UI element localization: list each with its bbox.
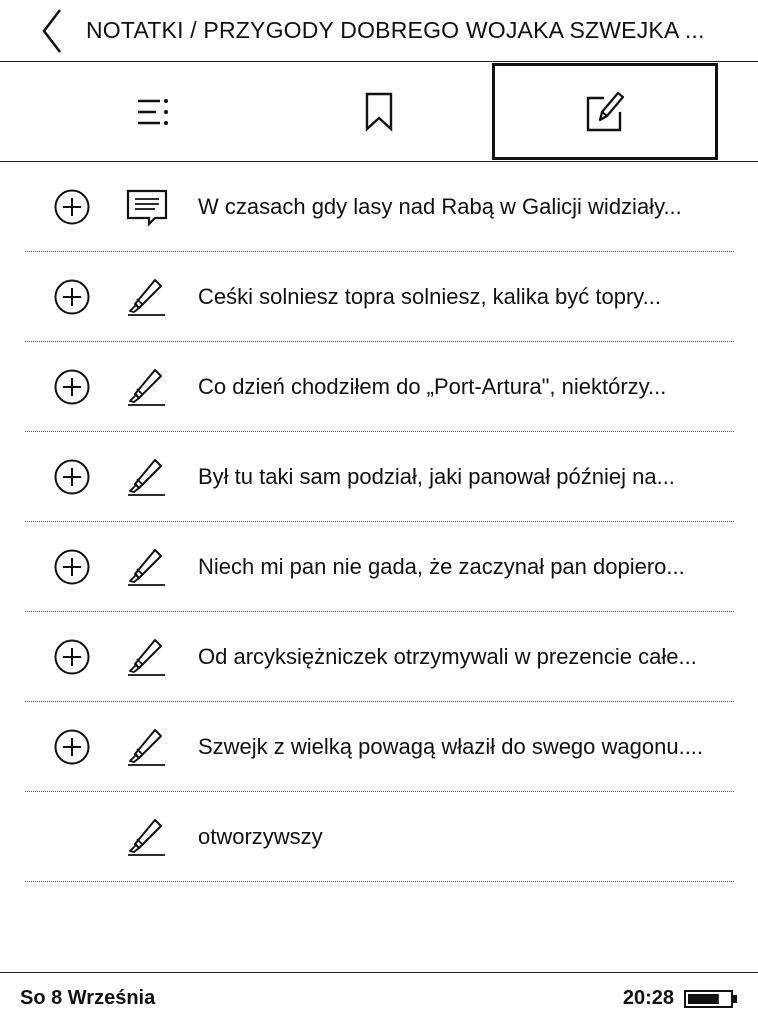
note-row[interactable] bbox=[25, 522, 734, 612]
highlighter-icon bbox=[125, 817, 169, 857]
battery-icon bbox=[684, 990, 738, 1008]
note-row[interactable] bbox=[25, 342, 734, 432]
expand-plus-icon[interactable] bbox=[54, 189, 90, 225]
note-row[interactable] bbox=[25, 792, 734, 882]
expand-plus-icon[interactable] bbox=[54, 549, 90, 585]
status-date: So 8 Września bbox=[20, 987, 156, 1009]
bookmark-icon bbox=[364, 92, 394, 132]
expand-plus-icon[interactable] bbox=[54, 639, 90, 675]
tab-bookmarks[interactable] bbox=[266, 62, 492, 161]
comment-icon bbox=[125, 187, 169, 227]
note-row[interactable] bbox=[25, 162, 734, 252]
highlighter-icon bbox=[125, 367, 169, 407]
note-text: Szwejk z wielką powagą właził do swego wagonu.... bbox=[198, 734, 704, 759]
highlighter-icon bbox=[125, 727, 169, 767]
note-row[interactable] bbox=[25, 252, 734, 342]
note-text: Od arcyksiężniczek otrzymywali w prezencie całe... bbox=[198, 644, 697, 669]
expand-plus-icon[interactable] bbox=[54, 279, 90, 315]
highlighter-icon bbox=[125, 547, 169, 587]
tab-bar bbox=[0, 62, 758, 162]
page-title: NOTATKI / PRZYGODY DOBREGO WOJAKA SZWEJKA ... bbox=[86, 17, 705, 43]
battery-fill bbox=[688, 994, 719, 1004]
notes-list bbox=[25, 162, 734, 882]
list-icon bbox=[136, 97, 170, 127]
expand-plus-icon[interactable] bbox=[54, 459, 90, 495]
highlighter-icon bbox=[125, 637, 169, 677]
note-row[interactable] bbox=[25, 702, 734, 792]
status-bar bbox=[0, 972, 758, 1024]
tab-table-of-contents[interactable] bbox=[40, 62, 266, 161]
status-time: 20:28 bbox=[622, 987, 674, 1009]
tab-notes[interactable] bbox=[492, 63, 718, 160]
back-button[interactable] bbox=[28, 6, 76, 56]
highlighter-icon bbox=[125, 277, 169, 317]
note-row[interactable] bbox=[25, 432, 734, 522]
note-text: Ceśki solniesz topra solniesz, kalika być topry... bbox=[198, 284, 661, 309]
note-text: W czasach gdy lasy nad Rabą w Galicji widziały... bbox=[198, 194, 682, 219]
note-row[interactable] bbox=[25, 612, 734, 702]
note-text: otworzywszy bbox=[198, 824, 323, 849]
highlighter-icon bbox=[125, 457, 169, 497]
edit-note-icon bbox=[584, 90, 626, 134]
expand-plus-icon[interactable] bbox=[54, 369, 90, 405]
note-text: Co dzień chodziłem do „Port-Artura", niektórzy... bbox=[198, 374, 667, 399]
note-text: Niech mi pan nie gada, że zaczynał pan dopiero... bbox=[198, 554, 685, 579]
chevron-left-icon bbox=[40, 8, 64, 54]
note-text: Był tu taki sam podział, jaki panował później na... bbox=[198, 464, 675, 489]
header-bar bbox=[0, 0, 758, 62]
expand-plus-icon[interactable] bbox=[54, 729, 90, 765]
